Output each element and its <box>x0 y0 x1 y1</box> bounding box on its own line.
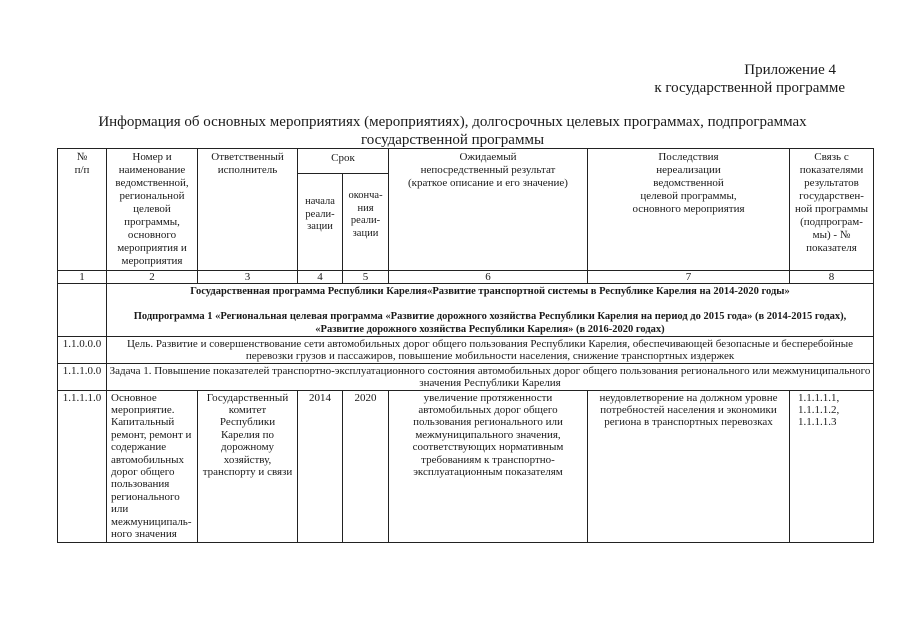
measure-end-year: 2020 <box>343 390 389 542</box>
column-number: 1 <box>58 271 107 284</box>
measure-start-year: 2014 <box>298 390 343 542</box>
header-indicators: Связь с показателями результатов государствен- ной программы (подпрограм- мы) - № показателя <box>790 149 874 271</box>
column-number: 3 <box>198 271 298 284</box>
document-title-line-1: Информация об основных мероприятиях (мероприятиях), долгосрочных целевых программах, подпрограммах <box>98 114 807 130</box>
measure-consequences: неудовлетворение на должном уровне потребностей населения и экономики региона в транспортных перевозках <box>588 390 790 542</box>
column-numbers-row <box>58 271 874 284</box>
goal-code: 1.1.0.0.0 <box>58 337 107 364</box>
program-block <box>107 284 874 337</box>
header-consequences: Последствия нереализации ведомственной целевой программы, основного мероприятия <box>588 149 790 271</box>
column-number: 8 <box>790 271 874 284</box>
program-title: Государственная программа Республики Карелия«Развитие транспортной системы в Республике Карелия на 2014-2020 годы» <box>190 286 790 297</box>
program-code-cell <box>58 284 107 337</box>
program-activities-table <box>57 148 874 543</box>
header-term: Срок <box>298 149 389 174</box>
measure-expected-result: увеличение протяженности автомобильных дорог общего пользования регионального или межмуниципального значения, соответствующих нормативным требованиям к транспортно- эксплуатационным показателям <box>389 390 588 542</box>
appendix-number: Приложение 4 <box>744 62 836 78</box>
appendix-reference: к государственной программе <box>654 80 845 96</box>
measure-name: Основное мероприятие. Капитальный ремонт, ремонт и содержание автомобильных дорог общего пользования регионального или межмуниципаль- ного значения <box>107 390 198 542</box>
goal-text: Цель. Развитие и совершенствование сети автомобильных дорог общего пользования Республики Карелия, обеспечивающей безопасные и бесперебойные перевозки грузов и пассажиров, повышение мобильности населения, снижение транспортных издержек <box>107 337 874 364</box>
subprogram-title: Подпрограмма 1 «Региональная целевая программа «Развитие дорожного хозяйства Республики Карелия на период до 2015 года» (в 2014-2015 годах), «Развитие дорожного хозяйства Республики Карелия» (в 2016-2020 годах) <box>133 311 847 335</box>
program-spacer <box>109 299 871 312</box>
header-responsible: Ответственный исполнитель <box>198 149 298 271</box>
measure-code: 1.1.1.1.0 <box>58 390 107 542</box>
measure-indicators: 1.1.1.1.1, 1.1.1.1.2, 1.1.1.1.3 <box>790 390 874 542</box>
table-header-row <box>58 149 874 174</box>
header-term-start: начала реали- зации <box>298 174 343 271</box>
column-number: 7 <box>588 271 790 284</box>
header-expected-result: Ожидаемый непосредственный результат (краткое описание и его значение) <box>389 149 588 271</box>
header-number: № п/п <box>58 149 107 271</box>
document-title <box>0 113 905 149</box>
program-row <box>58 284 874 337</box>
task-text: Задача 1. Повышение показателей транспортно-эксплуатационного состояния автомобильных дорог общего пользования регионального или межмуниципального значения Республики Карелия <box>107 363 874 390</box>
document-title-line-2: государственной программы <box>360 132 545 148</box>
column-number: 2 <box>107 271 198 284</box>
goal-row <box>58 337 874 364</box>
task-code: 1.1.1.0.0 <box>58 363 107 390</box>
header-name: Номер и наименование ведомственной, региональной целевой программы, основного мероприятия и мероприятия <box>107 149 198 271</box>
column-number: 6 <box>389 271 588 284</box>
header-term-end: оконча- ния реали- зации <box>343 174 389 271</box>
column-number: 4 <box>298 271 343 284</box>
measure-responsible: Государственный комитет Республики Карелия по дорожному хозяйству, транспорту и связи <box>198 390 298 542</box>
column-number: 5 <box>343 271 389 284</box>
task-row <box>58 363 874 390</box>
measure-row <box>58 390 874 542</box>
